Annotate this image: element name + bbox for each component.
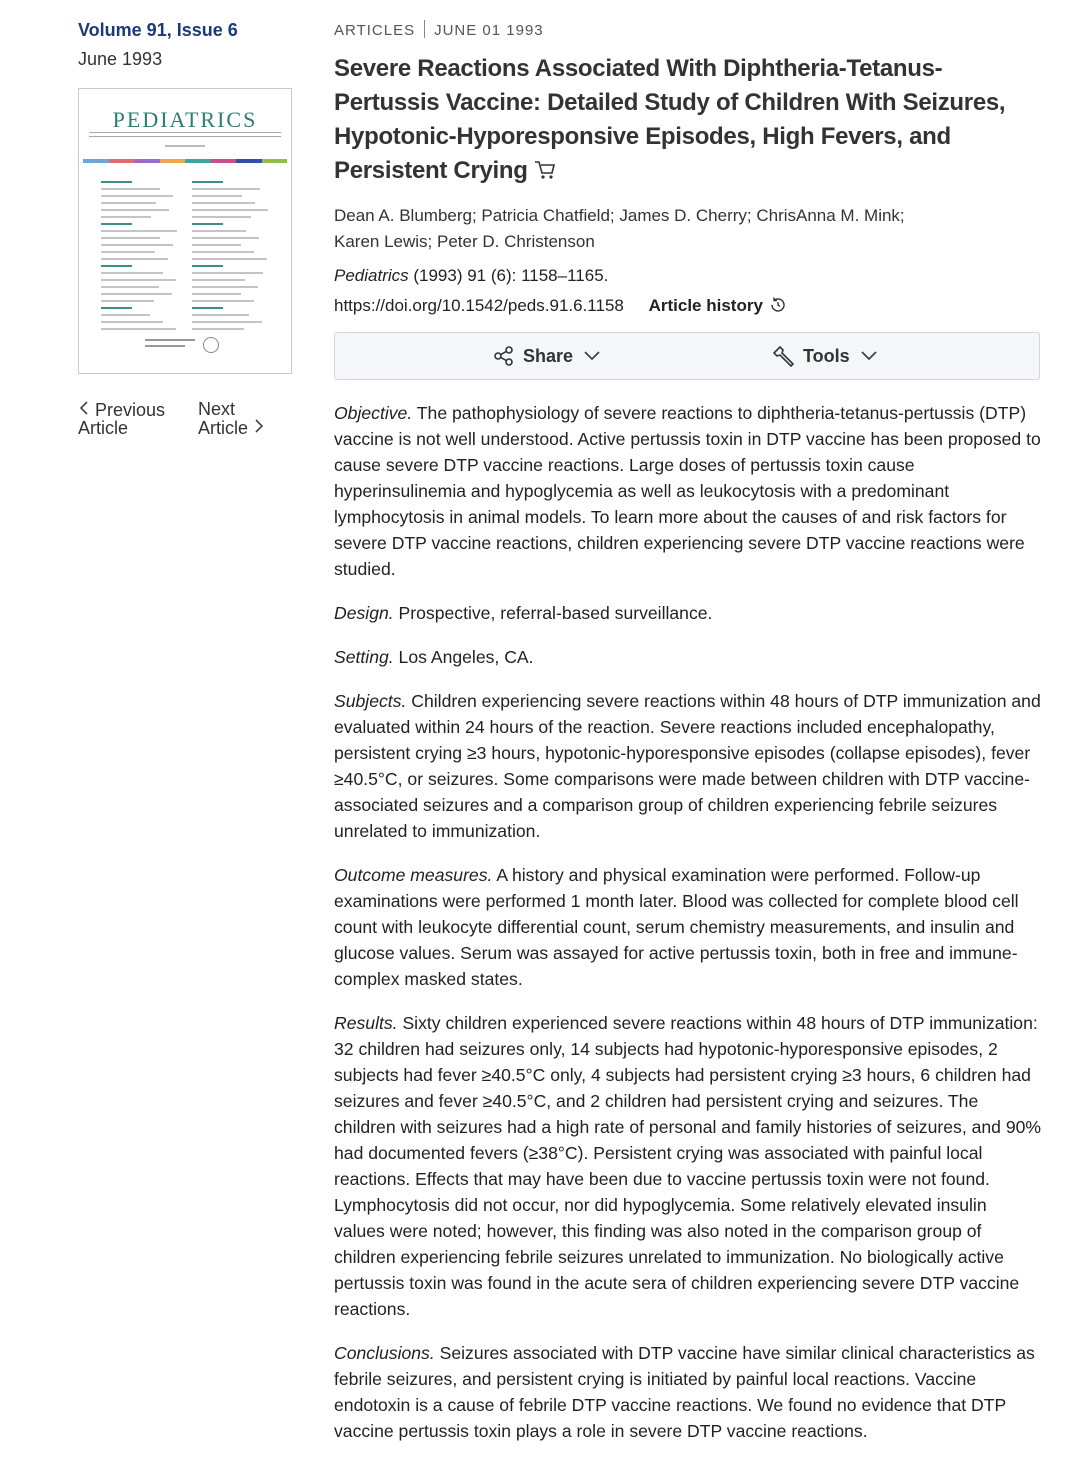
cover-color-stripe bbox=[83, 159, 287, 163]
article-citation bbox=[334, 263, 1042, 289]
article-title-text: Severe Reactions Associated With Diphtheria-Tetanus-Pertussis Vaccine: Detailed Study of Children With Seizures, Hypotonic-Hyporesponsive Episodes, High Fevers, and Persistent Crying bbox=[334, 55, 1006, 184]
cover-text-line bbox=[192, 181, 223, 183]
issue-sidebar bbox=[78, 20, 298, 438]
article-abstract bbox=[334, 400, 1042, 1462]
cover-text-line bbox=[192, 195, 242, 197]
cover-url-line bbox=[79, 145, 291, 147]
tools-label: Tools bbox=[803, 345, 850, 366]
abstract-section-text: Prospective, referral-based surveillance. bbox=[393, 603, 713, 623]
cover-text-line bbox=[192, 251, 254, 253]
share-icon bbox=[493, 345, 515, 367]
cover-text-line bbox=[101, 272, 163, 274]
previous-article-link[interactable] bbox=[78, 400, 165, 437]
abstract-section-label: Results. bbox=[334, 1013, 398, 1033]
cover-text-line bbox=[101, 258, 168, 260]
cover-stripe-segment bbox=[236, 159, 262, 163]
cover-contents bbox=[101, 181, 269, 337]
article-authors bbox=[334, 203, 974, 255]
cover-text-line bbox=[192, 237, 259, 239]
article-meta bbox=[334, 20, 1042, 42]
abstract-section bbox=[334, 862, 1042, 992]
cover-journal-name: PEDIATRICS bbox=[112, 107, 258, 132]
abstract-section-text: Los Angeles, CA. bbox=[393, 647, 534, 667]
cover-subtitle-rule bbox=[89, 132, 281, 137]
cover-text-line bbox=[192, 244, 241, 246]
wrench-icon bbox=[773, 345, 795, 367]
cover-text-line bbox=[101, 307, 132, 309]
authors-line-1[interactable]: Dean A. Blumberg; Patricia Chatfield; James D. Cherry; ChrisAnna M. Mink; bbox=[334, 206, 905, 225]
article-category: ARTICLES bbox=[334, 22, 416, 39]
abstract-section-text: The pathophysiology of severe reactions to diphtheria-tetanus-pertussis (DTP) vaccine is not well understood. Active pertussis toxin in DTP vaccine has been proposed to cause severe DTP vaccine reactions. Large doses of pertussis toxin cause hyperinsulinemia and hypoglycemia as well as leukocytosis with a predominant lymphocytosis in animal models. To learn more about the causes of and risk factors for severe DTP vaccine reactions, children experiencing severe DTP vaccine reactions were studied. bbox=[334, 403, 1041, 579]
cover-text-line bbox=[192, 223, 223, 225]
doi-link[interactable]: https://doi.org/10.1542/peds.91.6.1158 bbox=[334, 296, 624, 315]
abstract-section-label: Design. bbox=[334, 603, 394, 623]
article-pub-date: JUNE 01 1993 bbox=[434, 22, 544, 39]
cover-text-line bbox=[192, 272, 263, 274]
cover-stripe-segment bbox=[109, 159, 135, 163]
abstract-section-label: Setting. bbox=[334, 647, 394, 667]
previous-article-label-1: Previous bbox=[95, 400, 166, 420]
abstract-section bbox=[334, 1010, 1042, 1322]
cover-text-line bbox=[101, 321, 163, 323]
next-article-label-1: Next bbox=[198, 399, 236, 419]
cover-text-line bbox=[101, 237, 160, 239]
doi-row bbox=[334, 293, 1042, 322]
cover-seal-icon bbox=[203, 337, 219, 353]
cover-stripe-segment bbox=[185, 159, 211, 163]
article-history-label: Article history bbox=[648, 296, 763, 315]
abstract-section-label: Outcome measures. bbox=[334, 865, 493, 885]
cover-text-line bbox=[101, 265, 132, 267]
tools-button[interactable] bbox=[773, 333, 878, 379]
shopping-cart-icon[interactable] bbox=[534, 157, 556, 191]
abstract-section-label: Conclusions. bbox=[334, 1343, 435, 1363]
share-button[interactable] bbox=[493, 333, 601, 379]
cover-text-line bbox=[192, 321, 262, 323]
next-article-label-2: Article bbox=[198, 418, 249, 438]
article-title bbox=[334, 52, 1042, 191]
chevron-down-icon bbox=[860, 350, 878, 362]
authors-line-2[interactable]: Karen Lewis; Peter D. Christenson bbox=[334, 232, 595, 251]
abstract-section bbox=[334, 1340, 1042, 1444]
next-article-link[interactable] bbox=[198, 400, 265, 437]
abstract-section-text: Seizures associated with DTP vaccine have similar clinical characteristics as febrile seizures, and persistent crying is initiated by painful local reactions. Vaccine endotoxin is a cause of febrile DTP vaccine reactions. We found no evidence that DTP vaccine pertussis toxin plays a role in severe DTP vaccine reactions. bbox=[334, 1343, 1035, 1441]
abstract-section-text: Children experiencing severe reactions within 48 hours of DTP immunization and evaluated within 24 hours of the reaction. Severe reactions included encephalopathy, persistent crying ≥3 hours, hypotonic-hyporesponsive episodes (collapse episodes), fever ≥40.5°C, or seizures. Some comparisons were made between children with DTP vaccine-associated seizures and a comparison group of children experiencing febrile seizures unrelated to immunization. bbox=[334, 691, 1041, 841]
article-main bbox=[334, 20, 1042, 1441]
cover-text-line bbox=[101, 216, 151, 218]
abstract-section bbox=[334, 600, 1042, 626]
citation-details: (1993) 91 (6): 1158–1165. bbox=[408, 266, 609, 285]
cover-text-line bbox=[192, 307, 223, 309]
cover-text-line bbox=[101, 328, 176, 330]
cover-text-line bbox=[192, 230, 246, 232]
cover-text-line bbox=[101, 244, 173, 246]
issue-date: June 1993 bbox=[78, 49, 163, 69]
meta-divider bbox=[424, 20, 425, 38]
chevron-down-icon bbox=[583, 350, 601, 362]
cover-text-line bbox=[101, 279, 176, 281]
previous-article-label-2: Article bbox=[78, 418, 129, 438]
cover-text-line bbox=[101, 195, 173, 197]
cover-text-line bbox=[192, 258, 267, 260]
cover-text-line bbox=[192, 286, 258, 288]
cover-stripe-segment bbox=[134, 159, 160, 163]
chevron-left-icon bbox=[78, 400, 90, 419]
cover-text-line bbox=[192, 279, 245, 281]
article-toolbar bbox=[334, 332, 1040, 380]
abstract-section bbox=[334, 644, 1042, 670]
cover-text-line bbox=[192, 265, 223, 267]
cover-text-line bbox=[101, 314, 150, 316]
cover-text-line bbox=[101, 251, 155, 253]
cover-text-line bbox=[101, 286, 159, 288]
chevron-right-icon bbox=[253, 418, 265, 437]
cover-stripe-segment bbox=[262, 159, 288, 163]
cover-text-line bbox=[101, 300, 154, 302]
journal-name: Pediatrics bbox=[334, 266, 409, 285]
cover-text-line bbox=[101, 293, 172, 295]
history-clock-icon bbox=[769, 296, 787, 322]
cover-text-line bbox=[101, 230, 177, 232]
cover-stripe-segment bbox=[211, 159, 237, 163]
abstract-section bbox=[334, 688, 1042, 844]
abstract-section bbox=[334, 400, 1042, 582]
abstract-section-text: A history and physical examination were performed. Follow-up examinations were performed 1 month later. Blood was collected for complete blood cell count with leukocyte differential count, serum chemistry measurements, and insulin and glucose values. Serum was assayed for active pertussis toxin, both in free and immune-complex masked states. bbox=[334, 865, 1019, 989]
abstract-section-label: Subjects. bbox=[334, 691, 407, 711]
cover-stripe-segment bbox=[83, 159, 109, 163]
cover-text-line bbox=[192, 300, 254, 302]
cover-text-line bbox=[192, 202, 255, 204]
cover-text-line bbox=[101, 188, 160, 190]
cover-text-line bbox=[101, 209, 169, 211]
cover-text-line bbox=[101, 181, 132, 183]
journal-cover-image[interactable] bbox=[78, 88, 292, 374]
cover-stripe-segment bbox=[160, 159, 186, 163]
cover-text-line bbox=[192, 188, 260, 190]
cover-text-line bbox=[101, 202, 156, 204]
article-history-button[interactable] bbox=[649, 296, 787, 315]
cover-text-line bbox=[192, 293, 241, 295]
share-label: Share bbox=[523, 345, 574, 366]
abstract-section-text: Sixty children experienced severe reactions within 48 hours of DTP immunization: 32 children had seizures only, 14 subjects had hypotonic-hyporesponsive episodes, 2 subjects had fever ≥40.5°C only, 4 subjects had persistent crying ≥3 hours, 6 children had seizures and fever ≥40.5°C, and 2 children had persistent crying and seizures. The children with seizures had a high rate of personal and family histories of seizures, and 90% had documented fevers (≥38°C). Persistent crying was associated with painful local reactions. Effects that may have been due to vaccine pertussis toxin were not found. Lymphocytosis did not occur, nor did hypoglycemia. Some relatively elevated insulin values were noted; however, this finding was also noted in the comparison group of children experiencing febrile seizures unrelated to immunization. No biologically active pertussis toxin was found in the acute sera of children experiencing severe DTP vaccine reactions. bbox=[334, 1013, 1042, 1319]
cover-text-line bbox=[192, 328, 244, 330]
cover-text-line bbox=[101, 223, 132, 225]
cover-text-line bbox=[192, 209, 268, 211]
cover-text-line bbox=[192, 216, 251, 218]
issue-volume-link[interactable]: Volume 91, Issue 6 bbox=[78, 20, 238, 40]
cover-text-line bbox=[192, 314, 249, 316]
abstract-section-label: Objective. bbox=[334, 403, 413, 423]
